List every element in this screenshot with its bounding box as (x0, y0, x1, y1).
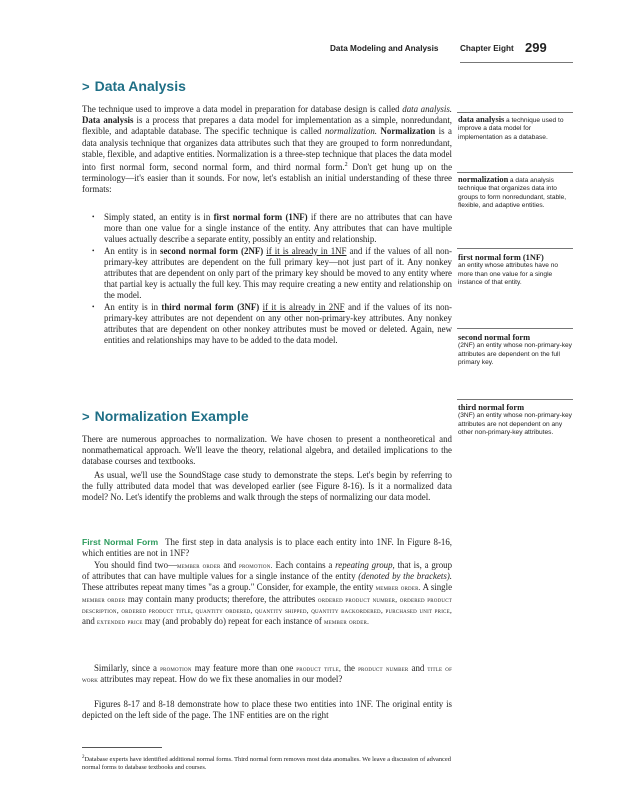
paragraph-text: A single (422, 582, 453, 593)
entity-name: member order (82, 594, 126, 604)
header-rule (460, 62, 573, 63)
paragraph-text: Similarly, since a (94, 663, 157, 673)
glossary-rule (457, 172, 573, 173)
entity-name: promotion (160, 664, 192, 673)
paragraph-text: may contain many products; therefore, the attributes (127, 593, 316, 604)
list-item-2nf (90, 246, 452, 302)
glossary-term: second normal form (458, 333, 531, 342)
normalization-paragraph-1: There are numerous approaches to normalization. We have chosen to present a nontheoretical and nonmathematical approach. We'll leave the theory, relational algebra, and detailed implications to the database courses and textbooks. (82, 434, 452, 467)
list-item-term: second normal form (2NF) (160, 245, 264, 256)
glossary-definition: a technique used to improve a data model for implementation as a database. (458, 117, 564, 141)
glossary-rule (457, 112, 573, 113)
glossary-definition: a data analysis technique that organizes data into groups to form nonredundant, stable, flexible, and adaptive entities. (458, 177, 567, 210)
entity-name: member order. (375, 583, 421, 593)
chevron-right-icon: > (82, 409, 90, 424)
intro-term: data analysis. (402, 104, 452, 114)
attribute-names: ordered product number, ordered product description, ordered product title, quantity ordered, quantity shipped, quantity backordered, purchased unit price, (82, 594, 453, 615)
paragraph-text: attributes may repeat. How do we fix these anomalies in our model? (100, 674, 343, 685)
glossary-definition: (2NF) an entity whose non-primary-key attributes are dependent on the full primary key. (458, 342, 572, 367)
glossary-term: third normal form (458, 403, 525, 412)
intro-term: normalization. (324, 126, 377, 137)
intro-text: is a data analysis technique that organizes data attributes such that they are grouped to form nonredundant, stable, flexible, and adaptive entities. Normalization is a three-step technique that places the data model into first normal form, second normal form, and third normal form. (82, 126, 452, 172)
paragraph-text: may (and probably do) repeat for each instance of (144, 616, 322, 627)
footnote-text: Database experts have identified additional normal forms. Third normal form removes most data anomalies. We leave a discussion of advanced normal forms to database textbooks and courses. (82, 756, 451, 772)
paragraph-text: The first step in data analysis is to place each entity into 1NF. In Figure 8-16, which entities are not in 1NF? (82, 537, 453, 559)
glossary-entry-normalization (458, 176, 574, 211)
section-heading-normalization-example (82, 408, 249, 424)
list-item-term: third normal form (3NF) (161, 301, 260, 312)
attribute-name: product number (358, 664, 409, 673)
running-header-chapter: Chapter Eight (460, 44, 514, 53)
entity-name: promotion. (238, 561, 273, 570)
first-normal-form-paragraph-2 (82, 560, 452, 627)
glossary-entry-first-normal-form (458, 254, 574, 288)
page-number: 299 (525, 40, 547, 55)
section-heading-text: Normalization Example (94, 408, 249, 424)
attribute-name: product title, (296, 664, 342, 673)
glossary-entry-data-analysis (458, 116, 574, 142)
list-item-text: if there are no attributes that can have more than one value for a single instance of the entity. Any attributes that can have multiple values actually describe a separate entity, possibly an entity and relationship. (104, 212, 453, 245)
paragraph-text: that is, a group of attributes that can have multiple values for a single instance of the entity (82, 560, 453, 582)
section-heading-data-analysis (82, 78, 186, 94)
running-header-title: Data Modeling and Analysis (330, 44, 439, 53)
glossary-definition: (3NF) an entity whose non-primary-key attributes are not dependent on any other non-primary-key attributes. (458, 412, 572, 437)
glossary-term: first normal form (1NF) (458, 253, 544, 262)
entity-name: member order (176, 561, 221, 570)
footnote-marker: 2 (82, 755, 85, 760)
list-item-term: first normal form (1NF) (213, 212, 308, 222)
footnote-reference[interactable]: 2 (344, 162, 348, 169)
paragraph-text: You should find two— (94, 560, 177, 570)
intro-term-bold: Normalization (380, 126, 436, 137)
first-normal-form-paragraph-3 (82, 663, 452, 685)
entity-name: member order. (324, 617, 370, 627)
first-normal-form-paragraph-1 (82, 537, 452, 559)
italic-term: (denoted by the brackets). (358, 571, 452, 582)
run-in-heading: First Normal Form (82, 537, 159, 547)
paragraph-text: may feature more than one (194, 663, 294, 673)
intro-text: Don't get hung up on the terminology—it's easier than it sounds. For now, let's establish an initial understanding of these three formats: (82, 161, 453, 195)
footnote (82, 754, 452, 772)
normalization-paragraph-2: As usual, we'll use the SoundStage case study to demonstrate the steps. Let's begin by referring to the fully attributed data model that was developed earlier (see Figure 8-16). Is it a normalized data model? No. Let's identify the problems and walk through the steps of normalizing our data model. (82, 470, 452, 503)
paragraph-text: the (344, 663, 355, 673)
paragraph-text: and (223, 560, 237, 570)
section-heading-text: Data Analysis (94, 78, 186, 94)
intro-paragraph (82, 104, 452, 196)
paragraph-text: and (82, 616, 95, 627)
list-item-text: An entity is in (104, 245, 157, 256)
list-item-text: An entity is in (104, 301, 159, 312)
attribute-name: extended price (97, 617, 143, 627)
normal-forms-list (90, 212, 452, 346)
intro-text: is a process that prepares a data model for implementation as a simple, nonredundant, flexible, and adaptable database. The specific technique is called (82, 115, 452, 137)
paragraph-text: Each contains a (275, 560, 333, 570)
glossary-rule (457, 328, 573, 329)
list-item-underline: if it is already in 1NF (266, 245, 347, 256)
intro-text: The technique used to improve a data model in preparation for database design is called (82, 104, 400, 114)
glossary-rule (457, 248, 573, 249)
list-item-text: and if the values of its non-primary-key attributes are not dependent on any other non-primary-key attributes. Any nonkey attributes that are dependent on other nonkey attributes must be moved or deleted. Again, new entities and relationships may have to be added to the data model. (104, 301, 453, 346)
paragraph-text: These attributes repeat many times "as a group." Consider, for example, the entity (82, 582, 374, 593)
list-item-underline: if it is already in 2NF (262, 301, 345, 312)
list-item-text: Simply stated, an entity is in (104, 212, 211, 222)
chevron-right-icon: > (82, 79, 90, 94)
glossary-term: normalization (458, 175, 509, 184)
list-item-text: and if the values of all non-primary-key attributes are dependent on the full primary key—not just part of it. Any nonkey attributes that are dependent on only part of the primary key should be moved to any entity where that partial key is actually the full key. This may require creating a new entity and relationship on the model. (104, 245, 452, 301)
glossary-entry-third-normal-form (458, 404, 574, 438)
footnote-rule (82, 747, 162, 748)
glossary-definition: an entity whose attributes have no more than one value for a single instance of that entity. (458, 262, 559, 287)
paragraph-text: and (411, 663, 425, 673)
glossary-rule (457, 399, 573, 400)
glossary-entry-second-normal-form (458, 334, 574, 368)
glossary-term: data analysis (458, 115, 505, 124)
attribute-name: title of work (82, 664, 453, 685)
italic-term: repeating group, (335, 560, 395, 570)
list-item-1nf (90, 212, 452, 246)
first-normal-form-paragraph-4: Figures 8-17 and 8-18 demonstrate how to place these two entities into 1NF. The original entity is depicted on the left side of the page. The 1NF entities are on the right (82, 699, 452, 721)
list-item-3nf (90, 302, 452, 347)
intro-term-bold: Data analysis (82, 115, 134, 126)
